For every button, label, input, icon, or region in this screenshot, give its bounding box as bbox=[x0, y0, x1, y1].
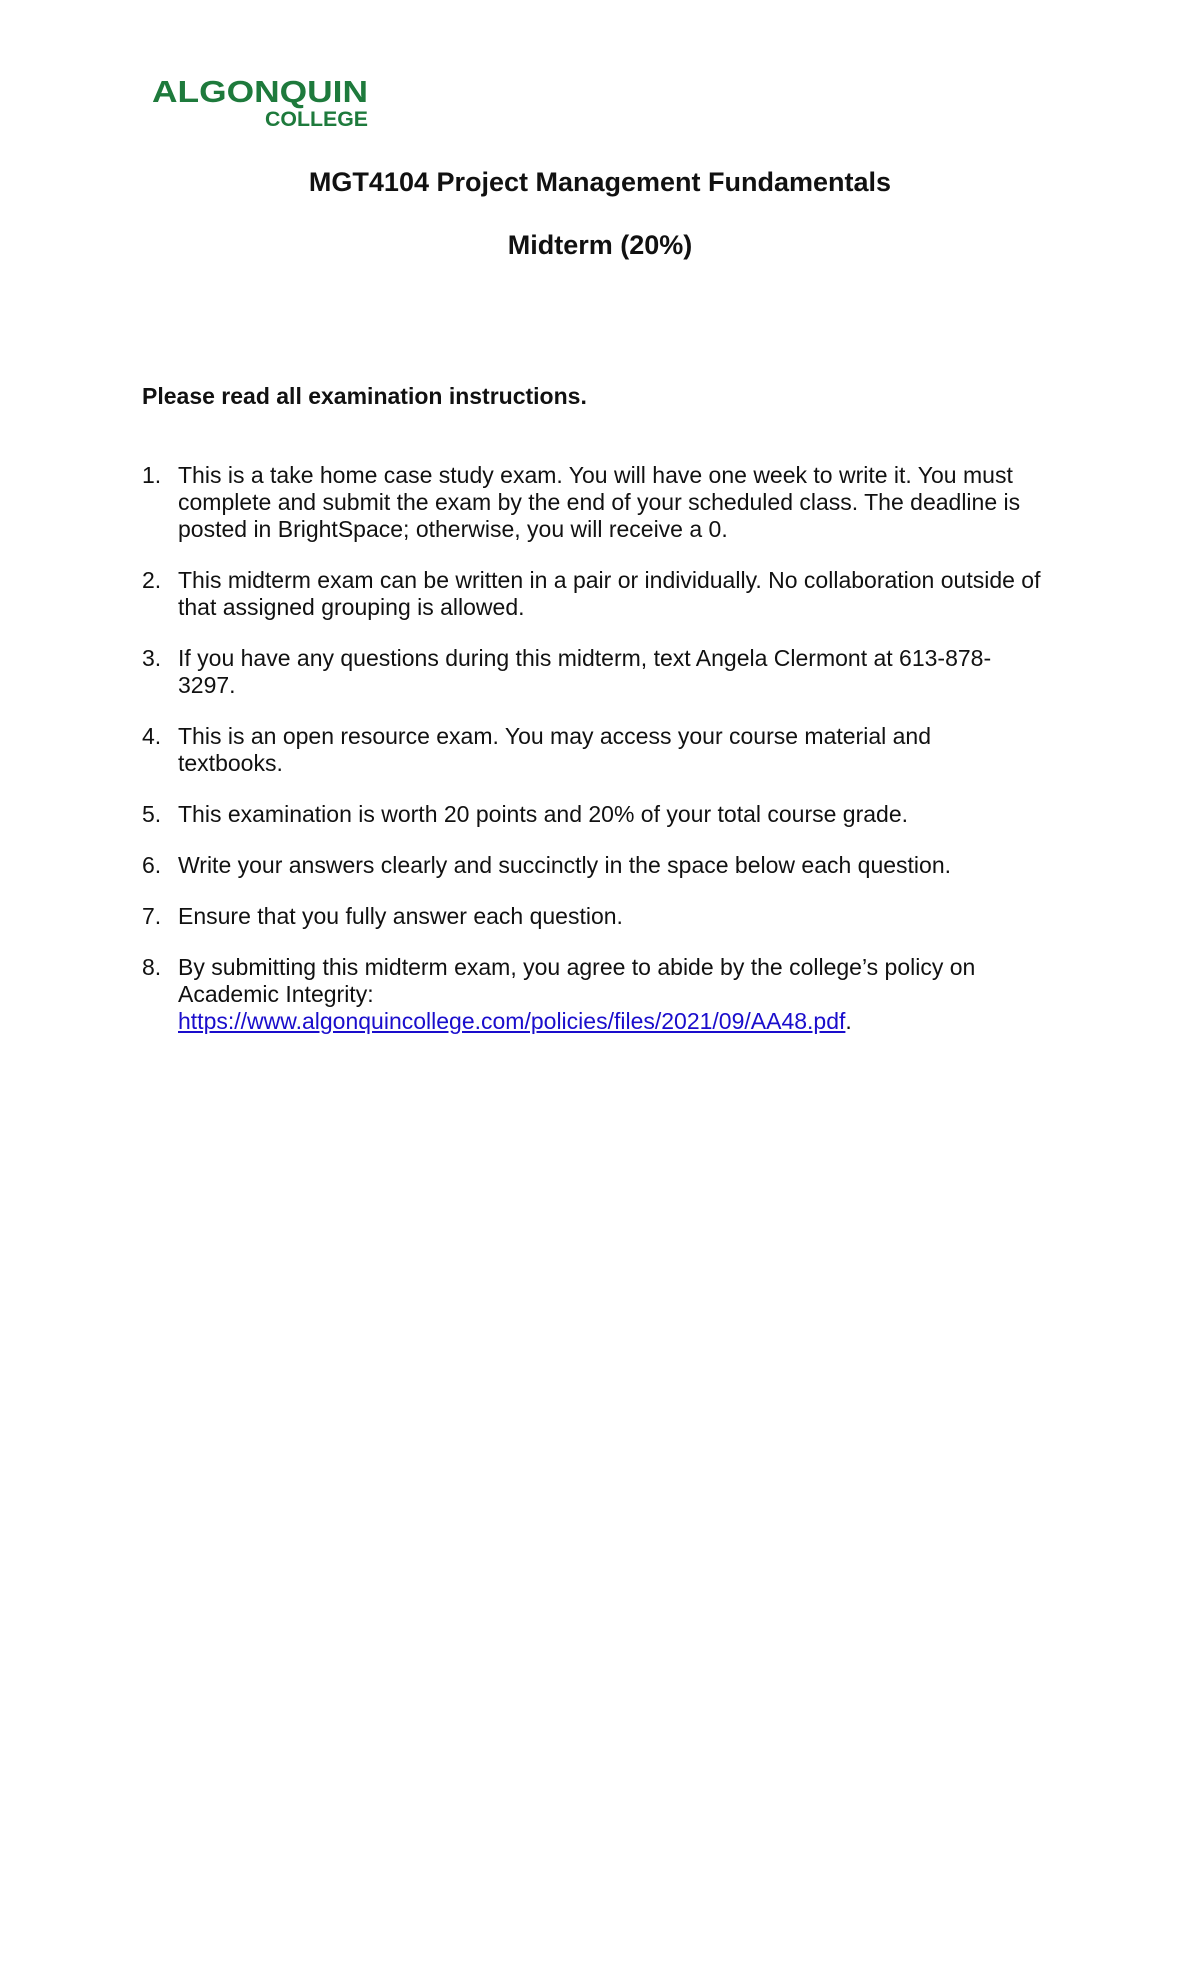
instructions-list bbox=[142, 462, 1062, 1059]
instruction-number: 3. bbox=[142, 645, 162, 671]
logo-subtitle: COLLEGE bbox=[265, 108, 368, 130]
instruction-number: 1. bbox=[142, 462, 162, 488]
instruction-text: Ensure that you fully answer each question. bbox=[178, 903, 623, 929]
instruction-number: 4. bbox=[142, 723, 162, 749]
instruction-item bbox=[142, 567, 1062, 621]
instruction-text: By submitting this midterm exam, you agree to abide by the college’s policy on Academic Integrity: bbox=[178, 954, 976, 1007]
instruction-item bbox=[142, 903, 1062, 930]
instruction-number: 7. bbox=[142, 903, 162, 929]
algonquin-college-logo bbox=[152, 74, 372, 130]
instruction-text: This is a take home case study exam. You will have one week to write it. You must complete and submit the exam by the end of your scheduled class. The deadline is posted in BrightSpace; otherwise, you will receive a 0. bbox=[178, 462, 1021, 542]
instruction-number: 8. bbox=[142, 954, 162, 980]
instruction-text: Write your answers clearly and succinctly in the space below each question. bbox=[178, 852, 952, 878]
instruction-number: 6. bbox=[142, 852, 162, 878]
course-title: MGT4104 Project Management Fundamentals bbox=[308, 167, 892, 197]
instruction-text: This examination is worth 20 points and 20% of your total course grade. bbox=[178, 801, 909, 827]
link-suffix: . bbox=[845, 1008, 852, 1034]
instruction-item bbox=[142, 954, 1062, 1035]
logo-graphic bbox=[152, 74, 372, 130]
instruction-text: This midterm exam can be written in a pair or individually. No collaboration outside of that assigned grouping is allowed. bbox=[178, 567, 1041, 620]
instruction-item bbox=[142, 801, 1062, 828]
instruction-number: 5. bbox=[142, 801, 162, 827]
academic-integrity-policy-link[interactable]: https://www.algonquincollege.com/policies/files/2021/09/AA48.pdf bbox=[178, 1008, 846, 1034]
instruction-item bbox=[142, 723, 1062, 777]
exam-title: Midterm (20%) bbox=[507, 230, 693, 260]
logo-wordmark: ALGONQUIN bbox=[152, 74, 368, 109]
instruction-number: 2. bbox=[142, 567, 162, 593]
instruction-link-line bbox=[178, 1008, 1062, 1035]
instruction-item bbox=[142, 852, 1062, 879]
instructions-heading: Please read all examination instructions. bbox=[142, 383, 587, 409]
instruction-item bbox=[142, 645, 1062, 699]
instruction-text: If you have any questions during this midterm, text Angela Clermont at 613-878-3297. bbox=[178, 645, 992, 698]
instruction-text: This is an open resource exam. You may access your course material and textbooks. bbox=[178, 723, 931, 776]
instruction-item bbox=[142, 462, 1062, 543]
